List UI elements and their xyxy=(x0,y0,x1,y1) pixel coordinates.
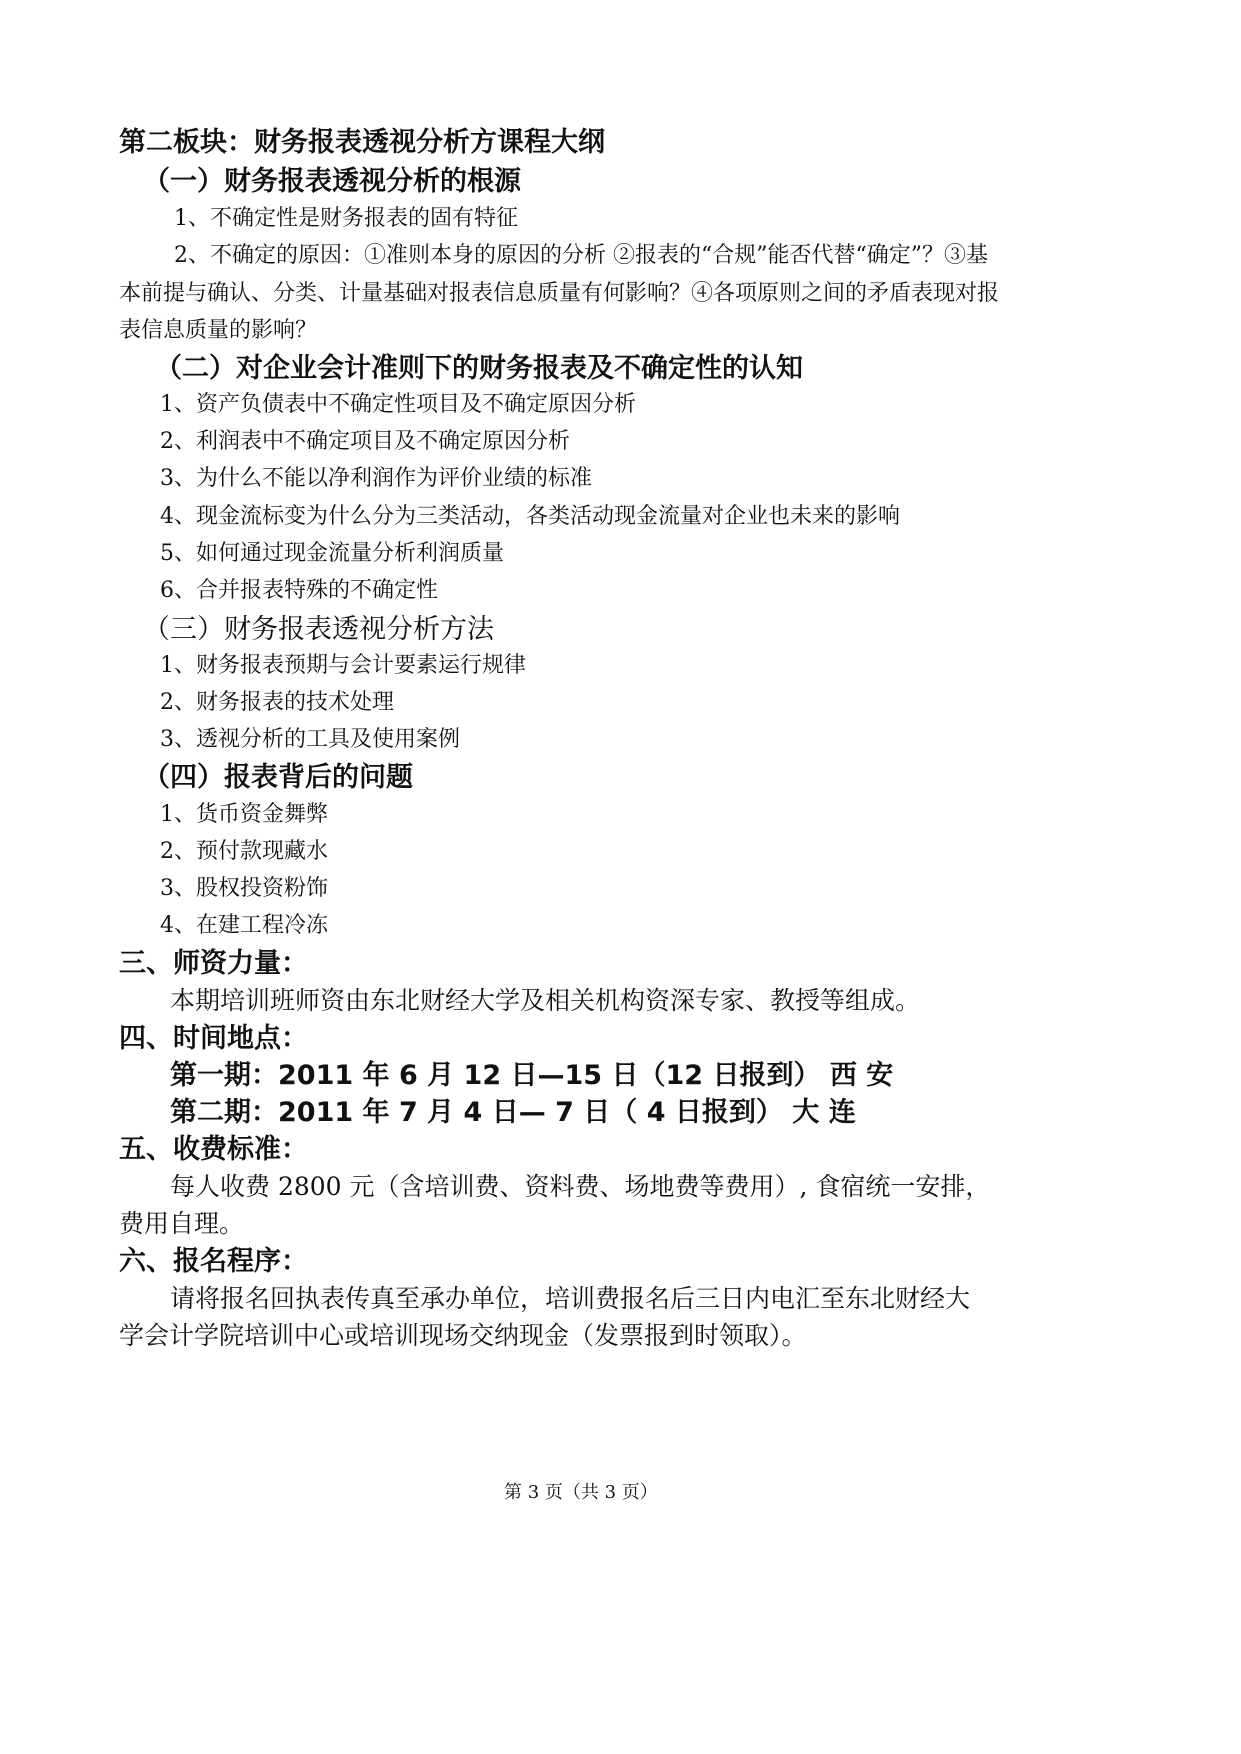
part4-item: 1、货币资金舞弊 xyxy=(160,802,328,827)
faculty-text: 本期培训班师资由东北财经大学及相关机构资深专家、教授等组成。 xyxy=(170,986,921,1015)
part1-heading: （一）财务报表透视分析的根源 xyxy=(143,166,521,197)
part1-item-1: 1、不确定性是财务报表的固有特征 xyxy=(174,206,518,231)
part3-heading: （三）财务报表透视分析方法 xyxy=(143,614,494,645)
faculty-title: 三、师资力量： xyxy=(119,948,308,979)
part1-item-2-line2: 本前提与确认、分类、计量基础对报表信息质量有何影响？④各项原则之间的矛盾表现对报 xyxy=(119,281,1000,306)
part2-item: 3、为什么不能以净利润作为评价业绩的标准 xyxy=(160,466,592,491)
part1-item-2-line3: 表信息质量的影响？ xyxy=(119,318,318,343)
part4-heading: （四）报表背后的问题 xyxy=(143,762,413,793)
fees-line-2: 费用自理。 xyxy=(119,1209,245,1238)
part2-item: 4、现金流标变为什么分为三类活动，各类活动现金流量对企业也未来的影响 xyxy=(160,504,900,529)
part4-item: 4、在建工程冷冻 xyxy=(160,913,328,938)
part2-item: 1、资产负债表中不确定性项目及不确定原因分析 xyxy=(160,392,636,417)
page-footer: 第 3 页（共 3 页） xyxy=(504,1482,658,1503)
registration-title: 六、报名程序： xyxy=(119,1246,308,1277)
schedule-session-1: 第一期：2011 年 6 月 12 日—15 日（12 日报到） 西 安 xyxy=(170,1060,894,1091)
registration-line-2: 学会计学院培训中心或培训现场交纳现金（发票报到时领取）。 xyxy=(119,1321,807,1350)
schedule-session-2: 第二期：2011 年 7 月 4 日— 7 日（ 4 日报到） 大 连 xyxy=(170,1097,856,1128)
part3-item: 1、财务报表预期与会计要素运行规律 xyxy=(160,653,526,678)
part4-item: 2、预付款现藏水 xyxy=(160,839,328,864)
part3-item: 2、财务报表的技术处理 xyxy=(160,690,394,715)
part3-item: 3、透视分析的工具及使用案例 xyxy=(160,727,460,752)
schedule-title: 四、时间地点： xyxy=(119,1023,308,1054)
part4-item: 3、股权投资粉饰 xyxy=(160,876,328,901)
fees-line-1: 每人收费 2800 元（含培训费、资料费、场地费等费用）, 食宿统一安排， xyxy=(170,1172,991,1201)
part2-item: 6、合并报表特殊的不确定性 xyxy=(160,578,438,603)
registration-line-1: 请将报名回执表传真至承办单位，培训费报名后三日内电汇至东北财经大 xyxy=(170,1284,971,1313)
section-title: 第二板块：财务报表透视分析方课程大纲 xyxy=(119,127,605,158)
fees-title: 五、收费标准： xyxy=(119,1134,308,1165)
part2-item: 2、利润表中不确定项目及不确定原因分析 xyxy=(160,429,570,454)
part2-heading: （二）对企业会计准则下的财务报表及不确定性的认知 xyxy=(155,353,803,384)
part1-item-2-line1: 2、不确定的原因：①准则本身的原因的分析 ②报表的“合规”能否代替“确定”？③基 xyxy=(174,243,988,268)
part2-item: 5、如何通过现金流量分析利润质量 xyxy=(160,541,504,566)
